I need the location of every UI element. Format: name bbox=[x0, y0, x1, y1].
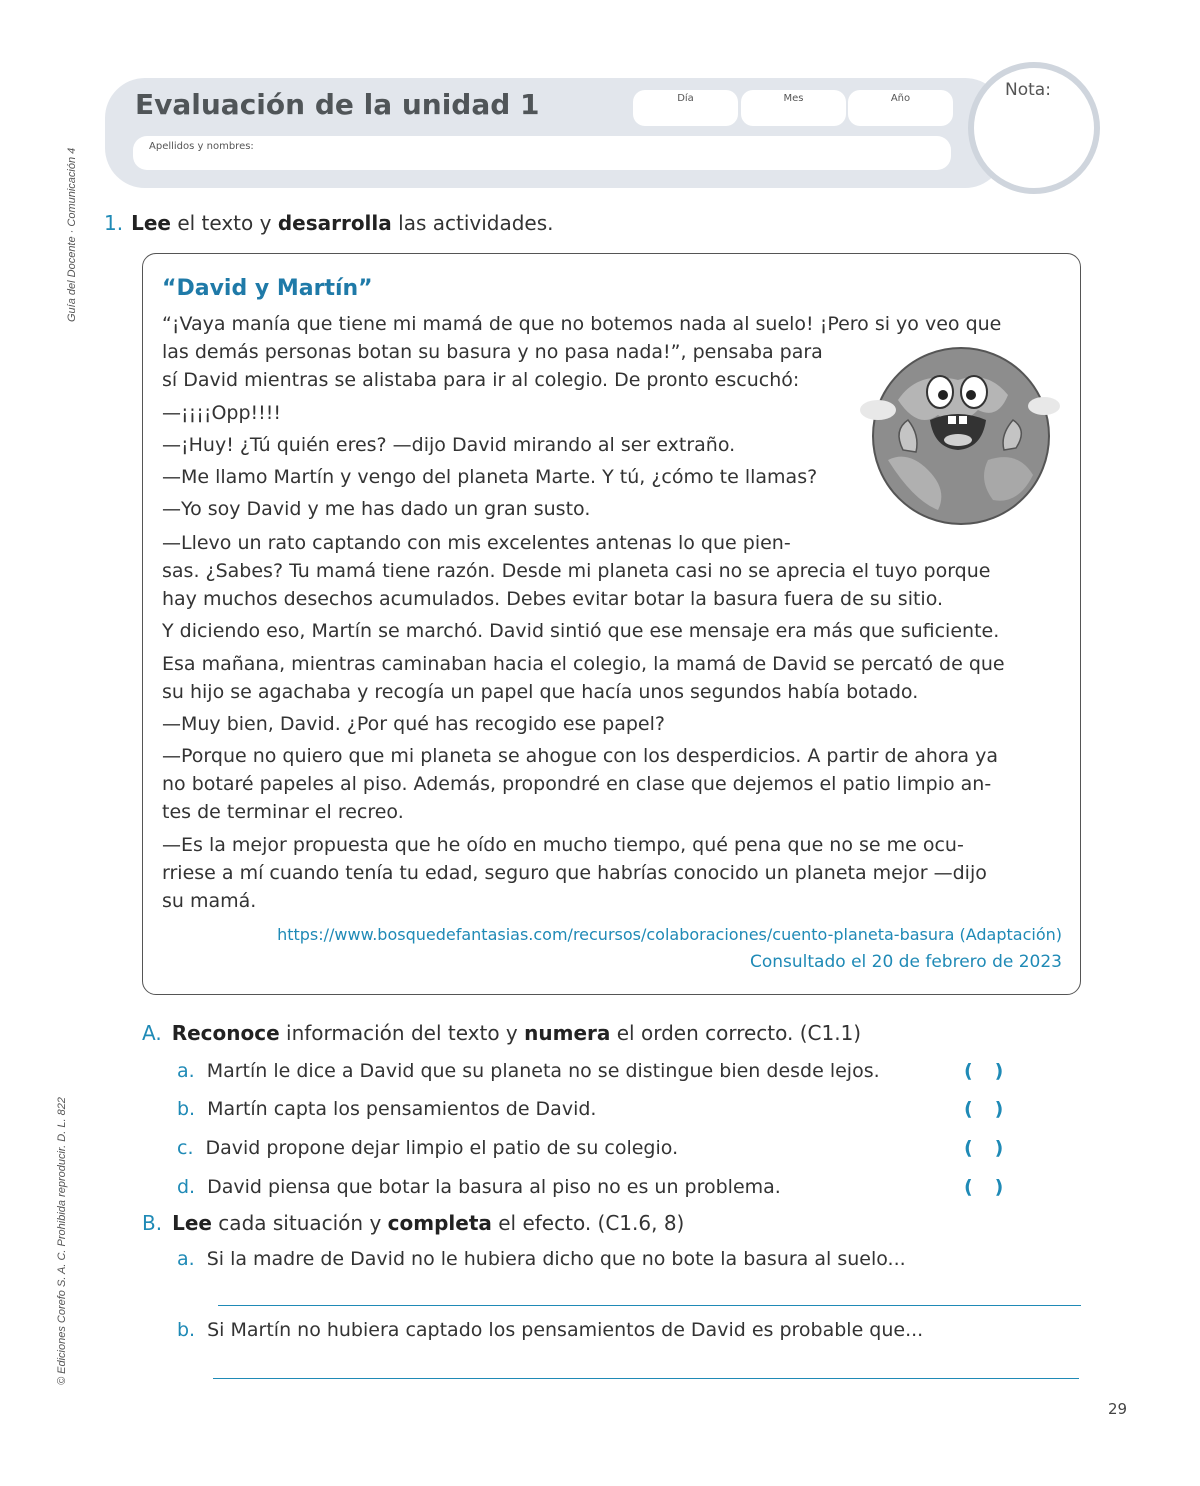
qa-text-2: el orden correcto. (C1.1) bbox=[610, 1021, 862, 1045]
source-link[interactable]: https://www.bosquedefantasias.com/recursos/colaboraciones/cuento-planeta-basura (Adaptación) bbox=[277, 925, 1062, 944]
qb-word-lee: Lee bbox=[172, 1211, 212, 1235]
item-letter: b. bbox=[177, 1098, 196, 1120]
month-field[interactable] bbox=[741, 90, 846, 126]
instr-word-desarrolla: desarrolla bbox=[277, 211, 392, 235]
story-line: las demás personas botan su basura y no pasa nada!”, pensaba para bbox=[162, 341, 823, 363]
item-text: Martín le dice a David que su planeta no se distingue bien desde lejos. bbox=[206, 1060, 880, 1082]
names-field[interactable] bbox=[133, 136, 951, 170]
item-text: David propone dejar limpio el patio de su colegio. bbox=[205, 1137, 679, 1159]
answer-blank[interactable]: () bbox=[964, 1060, 1026, 1082]
story-line: hay muchos desechos acumulados. Debes evitar botar la basura fuera de su sitio. bbox=[162, 588, 944, 610]
question-b-heading bbox=[142, 1211, 684, 1235]
grade-label: Nota: bbox=[1005, 80, 1051, 100]
story-line: —Muy bien, David. ¿Por qué has recogido ese papel? bbox=[162, 713, 665, 735]
side-copyright-text: © Ediciones Corefo S. A. C. Prohibida reproducir. D. L. 822 bbox=[56, 1097, 68, 1385]
answer-blank[interactable]: () bbox=[964, 1137, 1026, 1159]
answer-line[interactable] bbox=[218, 1305, 1081, 1306]
item-text: David piensa que botar la basura al piso no es un problema. bbox=[207, 1176, 781, 1198]
story-line: Esa mañana, mientras caminaban hacia el colegio, la mamá de David se percató de que bbox=[162, 653, 1005, 675]
story-line: su hijo se agachaba y recogía un papel que hacía unos segundos había botado. bbox=[162, 681, 919, 703]
instr-text-1: el texto y bbox=[170, 211, 278, 235]
story-line: —Porque no quiero que mi planeta se ahogue con los desperdicios. A partir de ahora ya bbox=[162, 745, 998, 767]
item-letter: b. bbox=[177, 1319, 196, 1341]
story-line: —¡¡¡¡Opp!!!! bbox=[162, 402, 282, 424]
item-letter: d. bbox=[177, 1176, 196, 1198]
qa-text-1: información del texto y bbox=[279, 1021, 525, 1045]
story-line: sí David mientras se alistaba para ir al colegio. De pronto escuchó: bbox=[162, 369, 800, 391]
qb-word-completa: completa bbox=[387, 1211, 492, 1235]
side-guide-text: Guía del Docente · Comunicación 4 bbox=[66, 147, 78, 322]
item-text: Martín capta los pensamientos de David. bbox=[207, 1098, 597, 1120]
answer-line[interactable] bbox=[213, 1378, 1079, 1379]
story-line: —Me llamo Martín y vengo del planeta Marte. Y tú, ¿cómo te llamas? bbox=[162, 466, 818, 488]
item-text: Si la madre de David no le hubiera dicho que no bote la basura al suelo... bbox=[206, 1248, 906, 1270]
instruction-number: 1. bbox=[104, 211, 124, 235]
question-a-item bbox=[177, 1060, 880, 1082]
story-line: Y diciendo eso, Martín se marchó. David sintió que ese mensaje era más que suficiente. bbox=[162, 620, 1000, 642]
story-line: “¡Vaya manía que tiene mi mamá de que no botemos nada al suelo! ¡Pero si yo veo que bbox=[162, 313, 1002, 335]
names-label: Apellidos y nombres: bbox=[149, 141, 254, 152]
story-line: —Es la mejor propuesta que he oído en mucho tiempo, qué pena que no se me ocu- bbox=[162, 834, 964, 856]
question-a-heading bbox=[142, 1021, 861, 1045]
story-line: —¡Huy! ¿Tú quién eres? —dijo David mirando al ser extraño. bbox=[162, 434, 736, 456]
page-number: 29 bbox=[1108, 1400, 1128, 1418]
day-field[interactable] bbox=[633, 90, 738, 126]
year-label: Año bbox=[890, 93, 911, 104]
answer-blank[interactable]: () bbox=[964, 1176, 1026, 1198]
question-b-item bbox=[177, 1248, 906, 1270]
question-a-item bbox=[177, 1137, 678, 1159]
story-line: rriese a mí cuando tenía tu edad, seguro que habrías conocido un planeta mejor —dijo bbox=[162, 862, 987, 884]
question-a-item bbox=[177, 1098, 596, 1120]
month-label: Mes bbox=[783, 93, 804, 104]
page-title: Evaluación de la unidad 1 bbox=[135, 88, 540, 121]
day-label: Día bbox=[677, 93, 694, 104]
qa-word-reconoce: Reconoce bbox=[171, 1021, 280, 1045]
instruction-1 bbox=[104, 211, 554, 235]
instr-word-lee: Lee bbox=[131, 211, 171, 235]
story-line: tes de terminar el recreo. bbox=[162, 801, 404, 823]
story-line: —Yo soy David y me has dado un gran susto. bbox=[162, 498, 591, 520]
year-field[interactable] bbox=[848, 90, 953, 126]
item-letter: c. bbox=[177, 1137, 194, 1159]
consulted-date: Consultado el 20 de febrero de 2023 bbox=[749, 952, 1062, 972]
item-letter: a. bbox=[177, 1060, 195, 1082]
story-title: “David y Martín” bbox=[162, 276, 373, 301]
story-line: su mamá. bbox=[162, 890, 257, 912]
instr-text-2: las actividades. bbox=[391, 211, 554, 235]
question-a-letter: A. bbox=[142, 1021, 162, 1045]
question-a-item bbox=[177, 1176, 781, 1198]
qb-text-2: el efecto. (C1.6, 8) bbox=[491, 1211, 685, 1235]
item-letter: a. bbox=[177, 1248, 195, 1270]
answer-blank[interactable]: () bbox=[964, 1098, 1026, 1120]
story-line: sas. ¿Sabes? Tu mamá tiene razón. Desde mi planeta casi no se aprecia el tuyo porque bbox=[162, 560, 991, 582]
story-line: no botaré papeles al piso. Además, propondré en clase que dejemos el patio limpio an- bbox=[162, 773, 992, 795]
earth-illustration bbox=[858, 340, 1064, 530]
item-text: Si Martín no hubiera captado los pensamientos de David es probable que... bbox=[207, 1319, 924, 1341]
qa-word-numera: numera bbox=[524, 1021, 611, 1045]
question-b-item bbox=[177, 1319, 923, 1341]
question-b-letter: B. bbox=[142, 1211, 163, 1235]
story-line: —Llevo un rato captando con mis excelentes antenas lo que pien- bbox=[162, 532, 791, 554]
qb-text-1: cada situación y bbox=[211, 1211, 388, 1235]
